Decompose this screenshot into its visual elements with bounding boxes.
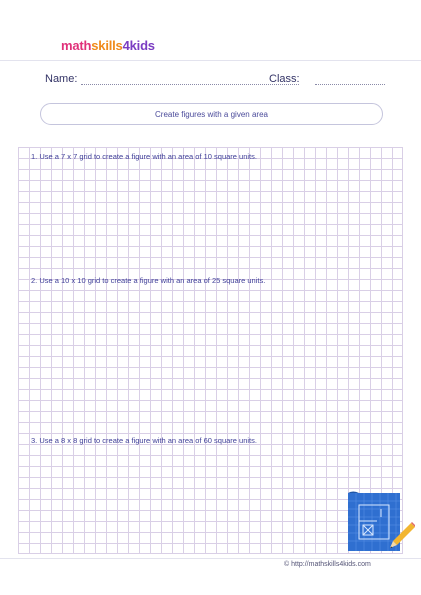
question-2: 2. Use a 10 x 10 grid to create a figure with an area of 25 square units. [31,276,266,285]
footer-divider [0,558,421,559]
worksheet-title [40,103,383,125]
logo-part-4kids: 4kids [122,38,155,53]
name-field[interactable] [81,84,299,85]
site-logo [61,38,155,53]
name-label: Name: [45,73,78,85]
blueprint-pencil-icon [345,487,415,557]
class-label: Class: [269,73,300,85]
header-divider [0,60,421,61]
class-field[interactable] [315,84,385,85]
footer-copyright: © http://mathskills4kids.com [284,561,371,568]
worksheet-title-text: Create figures with a given area [155,109,268,119]
question-3: 3. Use a 8 x 8 grid to create a figure with an area of 60 square units. [31,436,257,445]
blueprint-curl [348,492,359,494]
student-fields [45,73,390,89]
question-1: 1. Use a 7 x 7 grid to create a figure with an area of 10 square units. [31,152,257,161]
logo-part-skills: skills [91,38,123,53]
logo-part-math: math [61,38,92,53]
